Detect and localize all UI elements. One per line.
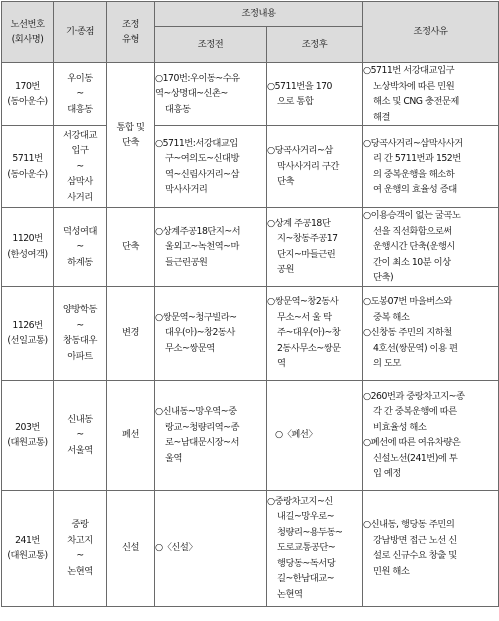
header-terminus: 기‧종점 [54, 2, 107, 63]
before-line: ○상계주공18단지~서 [155, 225, 241, 237]
reason-cell [363, 208, 499, 287]
before-line: ○〈신설〉 [155, 542, 198, 554]
header-before: 조정전 [155, 27, 267, 63]
before-cell [155, 208, 267, 287]
before-line: ○신내동~망우역~중 [155, 406, 237, 417]
header-reason: 조정사유 [363, 2, 499, 63]
reason-line: ○도봉07번 마을버스와 [363, 296, 452, 308]
header-adjust-type-line-1: 조정 [122, 18, 139, 30]
route-company: (한성여객) [7, 248, 48, 260]
adjust-type-line: 통합 및 [116, 121, 145, 133]
before-line: 막사사거리 [165, 184, 208, 195]
after-cell [267, 126, 363, 208]
terminus-line: 차고지 [67, 534, 93, 546]
adjust-type-cell [107, 63, 155, 208]
before-line: 무소~쌍문역 [165, 342, 215, 354]
terminus-line: 중랑 [71, 519, 89, 530]
terminus-line: 우이동 [67, 72, 93, 84]
header-adjust-content: 조정내용 [155, 2, 363, 27]
after-cell [267, 380, 363, 490]
reason-line: 의 중복운행을 해소하 [373, 168, 455, 180]
terminus-line: 삼막사 [67, 176, 93, 188]
terminus-line: ~ [76, 241, 84, 252]
after-line: 단축 [277, 176, 294, 188]
after-line: 논현역 [277, 588, 303, 600]
after-line: ○쌍문역~창2동사 [267, 296, 339, 308]
adjust-type-cell: 단축 [107, 208, 155, 287]
route-cell [2, 63, 54, 126]
route-company: (대원교통) [7, 437, 48, 448]
route-cell [2, 286, 54, 380]
header-route-line-1: 노선번호 [10, 18, 45, 30]
after-line: 막사사거리 구간 [277, 160, 339, 172]
terminus-line: ~ [76, 88, 84, 100]
terminus-line: 창동대우 [63, 335, 97, 346]
before-line: 로~남대문시장~서 [165, 437, 239, 448]
route-number: 241번 [15, 534, 40, 546]
terminus-cell [54, 208, 107, 287]
after-line: ○중랑차고지~신 [267, 495, 333, 507]
after-line: ○〈폐선〉 [275, 429, 318, 441]
reason-cell [363, 286, 499, 380]
reason-line: 비효율성 해소 [373, 421, 427, 433]
reason-line: 여 운행의 효율성 증대 [373, 184, 457, 195]
terminus-cell [54, 126, 107, 208]
terminus-line: 서강대교 [63, 129, 97, 141]
after-line: ○상계 주공18단 [267, 217, 331, 229]
after-cell [267, 208, 363, 287]
route-number: 170번 [15, 80, 40, 92]
before-line: 랑교~청량리역~종 [165, 421, 239, 433]
before-line: ○170번:우이동~수유 [155, 72, 240, 84]
reason-line: ○신창동 주민의 지하철 [363, 327, 452, 339]
before-line: 역~신림사거리~삼 [165, 168, 239, 180]
after-line: 주~대우(아)~창 [277, 327, 341, 339]
after-line: 단지~마들근린 [277, 248, 336, 260]
reason-cell [363, 63, 499, 126]
after-line: 무소~서 울 탁 [277, 311, 332, 323]
header-route [2, 2, 54, 63]
terminus-cell [54, 380, 107, 490]
before-line: 대우(아)~창2동사 [165, 327, 235, 339]
reason-line: 민원 해소 [373, 565, 410, 577]
route-company: (동아운수) [7, 96, 48, 107]
route-number: 5711번 [12, 153, 43, 164]
reason-line: ○이용승객이 없는 굴곡노 [363, 210, 461, 221]
reason-line: 4호선(쌍문역) 이용 편 [373, 342, 458, 354]
before-line: 울역 [165, 452, 182, 464]
before-cell [155, 380, 267, 490]
terminus-line: ~ [76, 319, 84, 331]
reason-line: 의 도모 [373, 358, 401, 370]
before-line: 들근린공원 [165, 256, 208, 268]
reason-line: ○5711번 서강대교입구 [363, 65, 455, 76]
after-line: 행당동~독서당 [277, 557, 336, 569]
after-line: 내길~망우로~ [277, 511, 334, 523]
table-row [2, 208, 499, 287]
adjust-type-cell: 변경 [107, 286, 155, 380]
after-line: 길~한남대교~ [277, 573, 334, 585]
before-line: 역~상명대~신촌~ [155, 88, 228, 100]
adjust-type-cell: 신설 [107, 490, 155, 606]
reason-line: ○신내동, 행당동 주민의 [363, 519, 455, 530]
terminus-line: 입구 [71, 145, 89, 157]
reason-line: 입 예정 [373, 468, 401, 479]
after-line: 지~창동주공17 [277, 233, 338, 245]
adjust-type-line: 단축 [122, 137, 139, 148]
before-cell [155, 126, 267, 208]
before-cell [155, 286, 267, 380]
table-row [2, 380, 499, 490]
route-number: 203번 [15, 421, 40, 433]
after-line: 역 [277, 358, 286, 370]
terminus-line: 하계동 [67, 256, 93, 268]
terminus-line: 신내동 [67, 413, 93, 425]
terminus-line: 아파트 [67, 350, 93, 362]
before-line: ○쌍문역~청구빌라~ [155, 311, 237, 323]
terminus-line: 서울역 [67, 444, 93, 456]
reason-line: 해소 및 CNG 충전문제 [373, 96, 459, 107]
terminus-line: 양방학동 [63, 304, 97, 315]
route-company: (동아운수) [7, 168, 48, 180]
route-number: 1126번 [12, 319, 43, 331]
table-row [2, 126, 499, 208]
reason-line: 운행시간 단축(운행시 [373, 241, 455, 252]
terminus-cell [54, 63, 107, 126]
route-number: 1120번 [12, 233, 43, 245]
before-cell [155, 490, 267, 606]
header-adjust-type [107, 2, 155, 63]
before-line: 구~여의도~신대방 [165, 153, 239, 164]
reason-line: 각 간 중복운행에 따른 [373, 406, 457, 417]
reason-cell [363, 126, 499, 208]
route-cell [2, 208, 54, 287]
reason-cell [363, 380, 499, 490]
header-route-line-2: (회사명) [11, 34, 44, 45]
terminus-line: 대흥동 [67, 103, 93, 115]
reason-line: 강남방면 접근 노선 신 [373, 534, 457, 546]
before-cell [155, 63, 267, 126]
terminus-cell [54, 286, 107, 380]
after-cell [267, 490, 363, 606]
route-cell [2, 380, 54, 490]
header-adjust-type-line-2: 유형 [122, 34, 139, 45]
after-line: 공원 [277, 264, 294, 276]
route-cell [2, 490, 54, 606]
route-adjustment-table [1, 1, 499, 607]
reason-cell [363, 490, 499, 606]
after-cell [267, 286, 363, 380]
reason-line: 설로 신규수요 창출 및 [373, 550, 457, 561]
header-row-1 [2, 2, 499, 27]
terminus-line: ~ [76, 429, 84, 441]
before-line: ○5711번:서강대교입 [155, 137, 238, 149]
terminus-line: 사거리 [67, 191, 93, 203]
route-cell [2, 126, 54, 208]
reason-line: ○폐선에 따른 여유차량은 [363, 437, 461, 448]
after-line: ○당곡사거리~삼 [267, 145, 333, 157]
after-line: 2동사무소~쌍문 [277, 342, 341, 354]
reason-line: 신설노선(241번)에 투 [373, 452, 458, 464]
before-line: 대흥동 [165, 103, 191, 115]
terminus-line: 논현역 [67, 565, 93, 577]
before-line: 울외고~녹천역~마 [165, 241, 239, 252]
terminus-line: ~ [76, 550, 84, 561]
terminus-cell [54, 490, 107, 606]
after-cell [267, 63, 363, 126]
reason-line: 간이 최소 10분 이상 [373, 256, 451, 268]
table-row [2, 63, 499, 126]
route-company: (선일교통) [7, 335, 48, 346]
header-after: 조정후 [267, 27, 363, 63]
reason-line: 중복 해소 [373, 311, 410, 323]
after-line: 으로 통합 [277, 96, 314, 107]
after-line: 도로교통공단~ [277, 542, 336, 554]
adjust-type-cell: 폐선 [107, 380, 155, 490]
terminus-line: 덕성여대 [63, 225, 97, 237]
table-row [2, 286, 499, 380]
reason-line: ○당곡사거리~삼막사사거 [363, 137, 463, 149]
after-line: ○5711번을 170 [267, 80, 332, 92]
after-line: 청량리~용두동~ [277, 526, 343, 538]
reason-line: 리 간 5711번과 152번 [373, 153, 461, 164]
table-row [2, 490, 499, 606]
reason-line: 선을 직선화함으로써 [373, 225, 452, 237]
reason-line: 노상박차에 따른 민원 [373, 80, 455, 92]
terminus-line: ~ [76, 160, 84, 172]
route-company: (대원교통) [7, 550, 48, 561]
reason-line: ○260번과 중랑차고지~종 [363, 390, 465, 402]
reason-line: 해결 [373, 111, 390, 123]
reason-line: 단축) [373, 272, 394, 283]
